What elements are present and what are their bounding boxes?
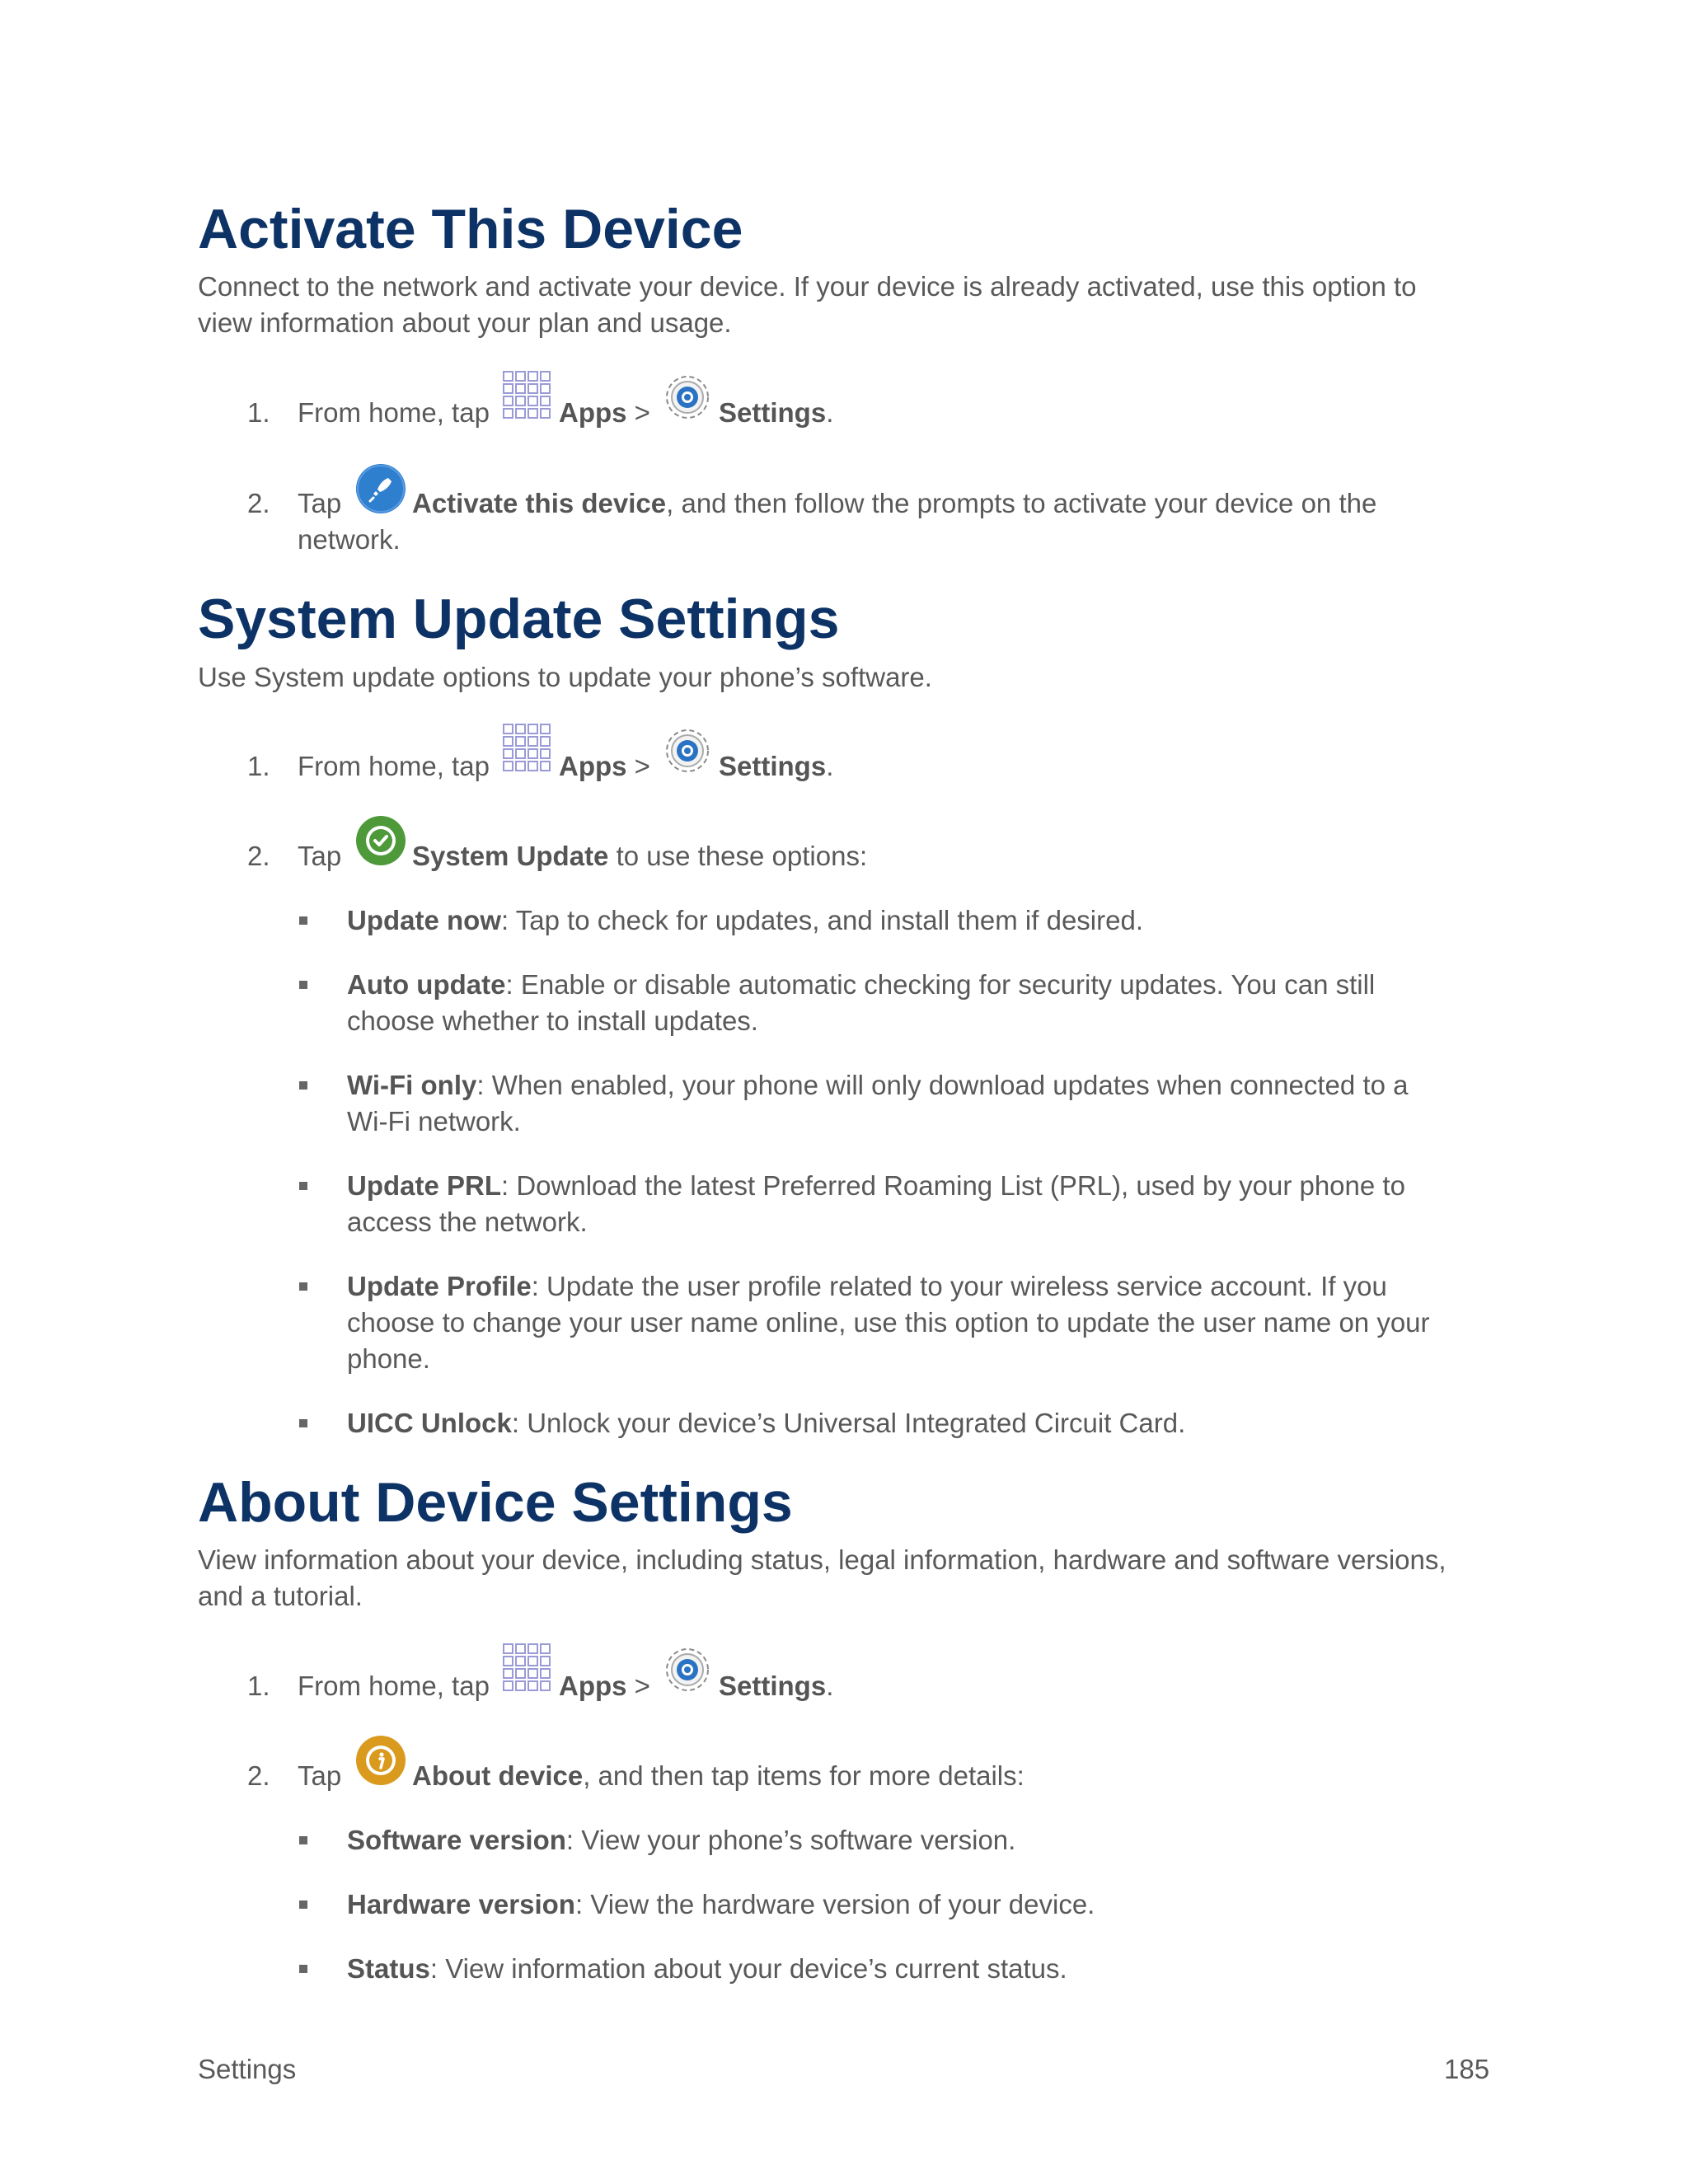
bullet-term: Software version (347, 1825, 566, 1855)
step-number: 1. (247, 1671, 270, 1701)
step-rest: to use these options: (608, 841, 868, 871)
bullet-marker (299, 1900, 307, 1909)
about-device-info-icon (355, 1735, 406, 1786)
bullet-text: : View your phone’s software version. (565, 1825, 1016, 1855)
step-text (298, 838, 341, 874)
step-text-continued: network. (298, 524, 401, 555)
bullet-term: Wi-Fi only (347, 1070, 477, 1100)
bullet-item (347, 1822, 1015, 1858)
intro-line: view information about your plan and usage. (198, 307, 732, 338)
section-title-activate: Activate This Device (198, 198, 743, 260)
step-text-settings (719, 1668, 833, 1704)
step-text-activate (412, 485, 1376, 522)
intro-line: Use System update options to update your phone’s software. (198, 662, 932, 692)
bullet-marker (299, 981, 307, 989)
about-device-label: About device (412, 1760, 584, 1791)
step-text-settings (719, 748, 833, 785)
bullet-item (347, 967, 1375, 1039)
system-update-label: System Update (412, 841, 609, 871)
bullet-text: : Download the latest Preferred Roaming List (PRL), used by your phone to (501, 1170, 1405, 1201)
section-intro-about-device (198, 1542, 1447, 1615)
step-prefix: From home, tap (298, 397, 490, 428)
step-text (298, 395, 490, 431)
step-text (298, 1758, 341, 1794)
bullet-item (347, 1067, 1408, 1140)
footer-section-name: Settings (198, 2054, 297, 2084)
bullet-line (347, 1168, 1405, 1204)
step-number: 2. (247, 488, 270, 518)
section-intro-system-update (198, 659, 932, 696)
bullet-marker (299, 1282, 307, 1291)
bullet-term: Update now (347, 905, 501, 935)
bullet-marker (299, 1081, 307, 1090)
bullet-term: Update PRL (347, 1170, 502, 1201)
bullet-line (347, 902, 1143, 939)
apps-grid-icon (502, 1643, 553, 1695)
bullet-marker (299, 1965, 307, 1973)
settings-label: Settings (719, 1671, 827, 1701)
step-rest: , and then follow the prompts to activate your device on the (666, 488, 1377, 518)
bullet-line (347, 1886, 1095, 1923)
step-prefix: Tap (298, 488, 342, 518)
apps-label: Apps (559, 1671, 627, 1701)
bullet-line (347, 967, 1375, 1003)
step-text (298, 748, 490, 785)
step-text (298, 485, 341, 522)
bullet-line: access the network. (347, 1207, 588, 1237)
activate-rocket-icon (355, 463, 406, 514)
step-rest: , and then tap items for more details: (583, 1760, 1025, 1791)
step-text-apps (559, 395, 650, 431)
system-update-check-icon (355, 815, 406, 866)
bullet-term: UICC Unlock (347, 1408, 512, 1438)
apps-grid-icon (502, 723, 553, 776)
settings-gear-icon (662, 725, 713, 776)
bullet-text: : View the hardware version of your device. (574, 1889, 1095, 1919)
step-number: 1. (247, 751, 270, 781)
bullet-line: phone. (347, 1343, 430, 1374)
step-text-settings (719, 395, 833, 431)
bullet-term: Auto update (347, 969, 506, 1000)
step-text-about-device (412, 1758, 1025, 1794)
intro-line: and a tutorial. (198, 1581, 363, 1611)
settings-gear-icon (662, 1644, 713, 1695)
footer-page-number: 185 (1444, 2054, 1490, 2084)
separator: > (626, 1671, 650, 1701)
step-prefix: From home, tap (298, 1671, 490, 1701)
bullet-item (347, 1951, 1067, 1987)
bullet-line (347, 1405, 1185, 1441)
bullet-marker (299, 916, 307, 925)
section-title-about-device: About Device Settings (198, 1471, 793, 1534)
bullet-line (347, 1067, 1408, 1104)
bullet-marker (299, 1836, 307, 1844)
bullet-text: : Enable or disable automatic checking for security updates. You can still (505, 969, 1376, 1000)
bullet-line: choose to change your user name online, use this option to update the user name on your (347, 1307, 1430, 1338)
bullet-term: Status (347, 1953, 430, 1984)
step-number: 2. (247, 841, 270, 871)
bullet-text: : Update the user profile related to your wireless service account. If you (531, 1271, 1387, 1301)
step-suffix: . (826, 751, 834, 781)
bullet-line (347, 1951, 1067, 1987)
bullet-item (347, 902, 1143, 939)
activate-label: Activate this device (412, 488, 667, 518)
intro-line: View information about your device, including status, legal information, hardware and software versions, (198, 1544, 1447, 1575)
bullet-line (347, 1822, 1015, 1858)
intro-line: Connect to the network and activate your device. If your device is already activated, use this option to (198, 271, 1417, 302)
bullet-item (347, 1886, 1095, 1923)
step-text-apps (559, 1668, 650, 1704)
section-intro-activate (198, 269, 1417, 341)
bullet-item (347, 1168, 1405, 1240)
step-text-apps (559, 748, 650, 785)
bullet-line: Wi-Fi network. (347, 1106, 521, 1137)
settings-gear-icon (662, 372, 713, 423)
bullet-marker (299, 1419, 307, 1427)
bullet-item (347, 1268, 1430, 1377)
separator: > (626, 751, 650, 781)
step-suffix: . (826, 1671, 834, 1701)
bullet-text: : View information about your device’s current status. (429, 1953, 1067, 1984)
step-prefix: From home, tap (298, 751, 490, 781)
apps-label: Apps (559, 397, 627, 428)
bullet-text: : Unlock your device’s Universal Integrated Circuit Card. (511, 1408, 1186, 1438)
step-number: 2. (247, 1760, 270, 1791)
settings-label: Settings (719, 397, 827, 428)
apps-label: Apps (559, 751, 627, 781)
step-text (298, 1668, 490, 1704)
apps-grid-icon (502, 370, 553, 423)
settings-label: Settings (719, 751, 827, 781)
step-prefix: Tap (298, 1760, 342, 1791)
step-suffix: . (826, 397, 834, 428)
bullet-text: : When enabled, your phone will only download updates when connected to a (476, 1070, 1409, 1100)
step-number: 1. (247, 397, 270, 428)
bullet-item (347, 1405, 1185, 1441)
section-title-system-update: System Update Settings (198, 588, 840, 650)
bullet-term: Update Profile (347, 1271, 532, 1301)
bullet-line: choose whether to install updates. (347, 1005, 758, 1036)
bullet-term: Hardware version (347, 1889, 575, 1919)
bullet-marker (299, 1182, 307, 1190)
bullet-line (347, 1268, 1430, 1305)
bullet-text: : Tap to check for updates, and install them if desired. (501, 905, 1143, 935)
step-prefix: Tap (298, 841, 342, 871)
step-text-system-update (412, 838, 867, 874)
separator: > (626, 397, 650, 428)
